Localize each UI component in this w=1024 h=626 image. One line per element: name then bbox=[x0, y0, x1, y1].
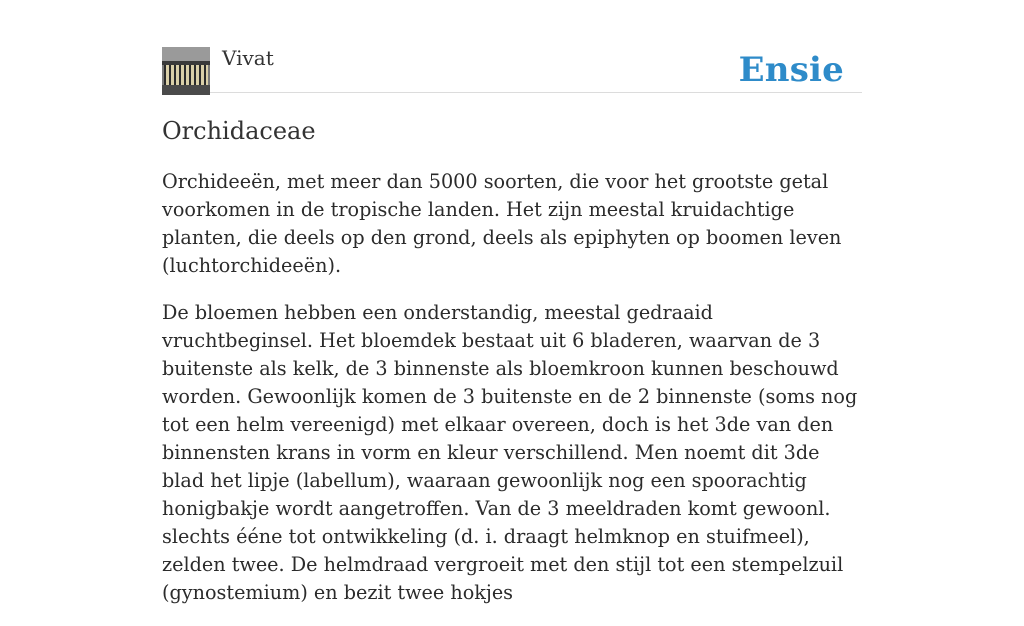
article-title: Orchidaceae bbox=[162, 117, 316, 145]
avatar-image-icon bbox=[162, 47, 210, 95]
article-body bbox=[162, 168, 862, 626]
article-header bbox=[162, 46, 862, 93]
author-avatar[interactable] bbox=[162, 47, 210, 95]
article-paragraph: De bloemen hebben een onderstandig, meestal gedraaid vruchtbeginsel. Het bloemdek bestaat uit 6 bladeren, waarvan de 3 buitenste als kelk, de 3 binnenste als bloemkroon kunnen beschouwd worden. Gewoonlijk komen de 3 buitenste en de 2 binnenste (soms nog tot een helm vereenigd) met elkaar overeen, doch is het 3de van den binnensten krans in vorm en kleur verschillend. Men noemt dit 3de blad het lipje (labellum), waaraan gewoonlijk nog een spoorachtig honigbakje wordt aangetroffen. Van de 3 meeldraden komt gewoonl. slechts ééne tot ontwikkeling (d. i. draagt helmknop en stuifmeel), zelden twee. De helmdraad vergroeit met den stijl tot een stempelzuil (gynostemium) en bezit twee hokjes bbox=[162, 301, 858, 604]
author-name[interactable]: Vivat bbox=[222, 46, 274, 70]
article-page bbox=[162, 0, 862, 604]
site-logo[interactable]: Ensie bbox=[738, 50, 844, 90]
article-paragraph: Orchideeën, met meer dan 5000 soorten, die voor het grootste getal voorkomen in de tropische landen. Het zijn meestal kruidachtige planten, die deels op den grond, deels als epiphyten op boomen leven (luchtorchideeën). bbox=[162, 170, 842, 277]
